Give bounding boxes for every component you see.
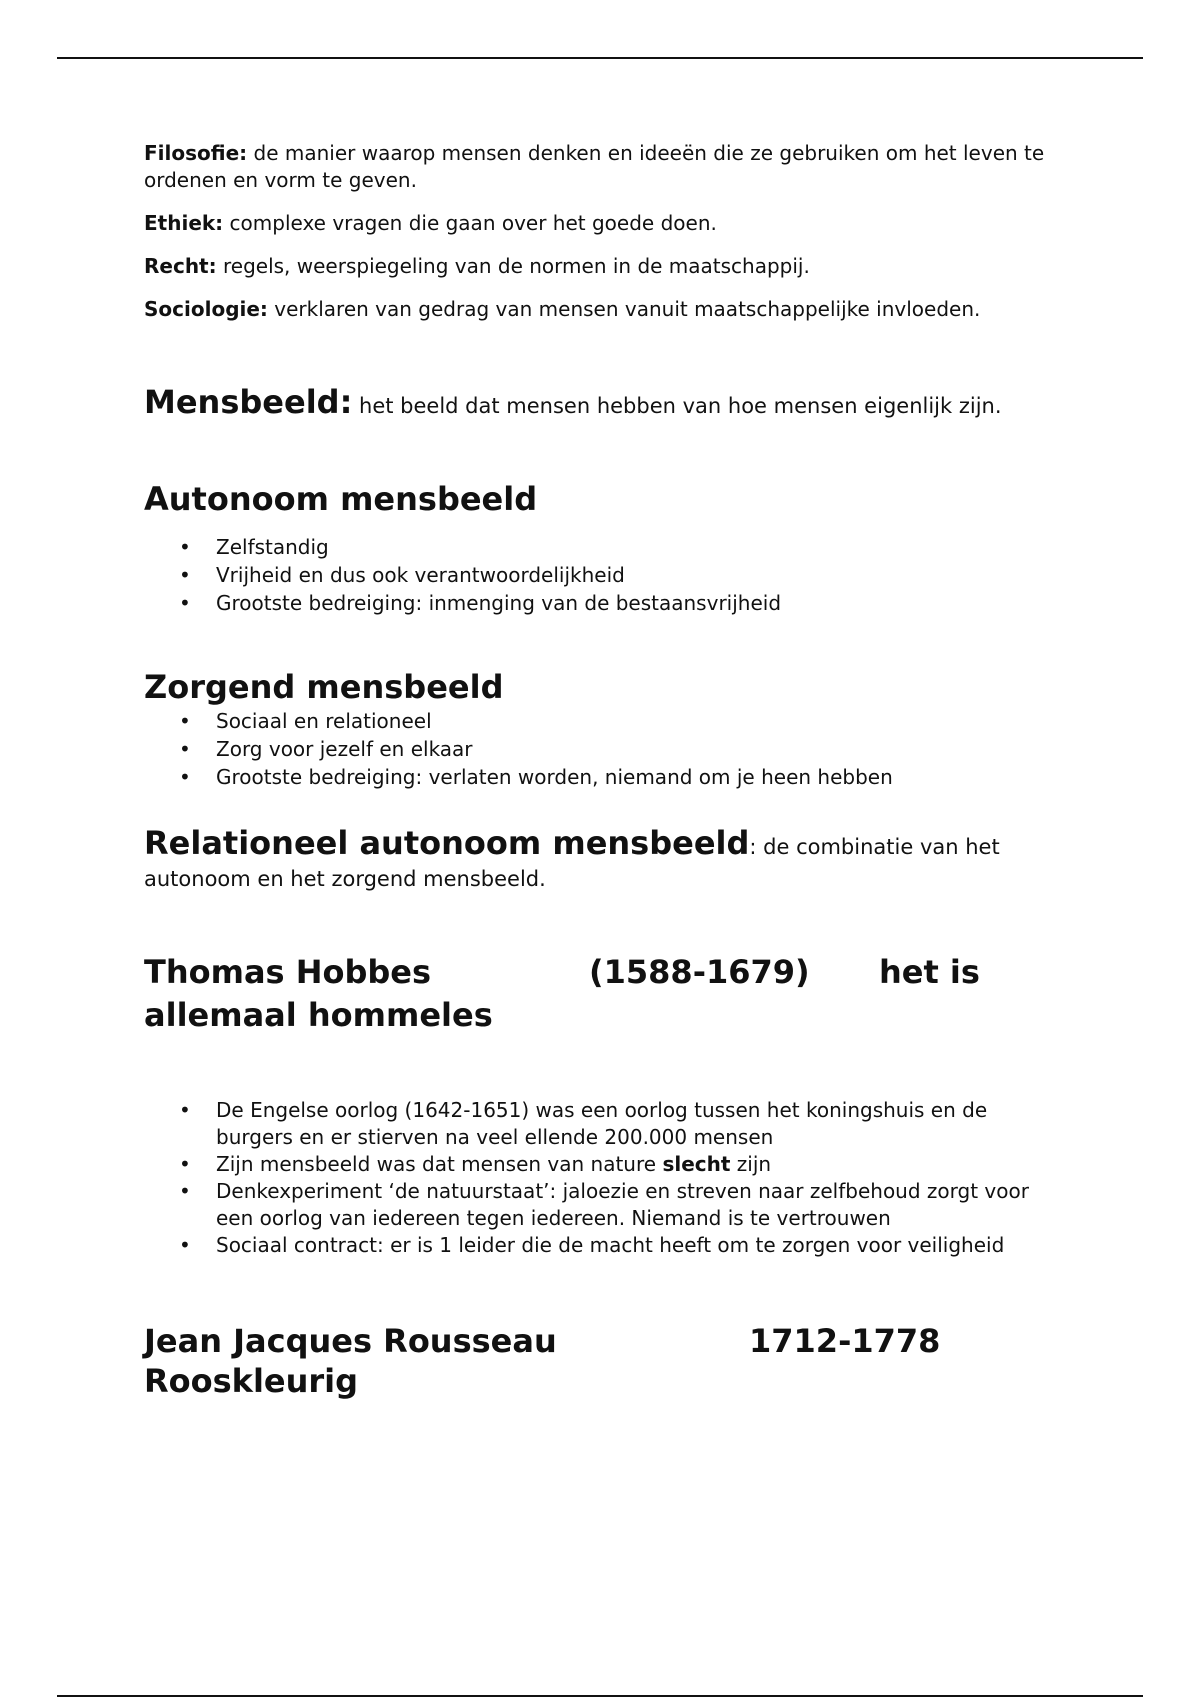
relationeel-term: Relationeel autonoom mensbeeld [144,824,750,862]
rousseau-name: Jean Jacques Rousseau [144,1322,557,1360]
definition-term: Sociologie: [144,297,268,321]
document-body [144,140,1064,1401]
mensbeeld-definition [144,385,1064,423]
definition-sociologie [144,296,1064,323]
hobbes-name: Thomas Hobbes [144,953,432,991]
list-item: • Zelfstandig [216,533,1064,561]
definition-term: Ethiek: [144,211,224,235]
rousseau-years: 1712-1778 [749,1322,941,1360]
hobbes-list [144,1097,1064,1259]
list-item-text: Zijn mensbeeld was dat mensen van nature [216,1152,663,1176]
heading-thomas-hobbes [144,951,1064,1037]
definition-filosofie [144,140,1064,194]
bottom-rule [57,1695,1143,1697]
relationeel-definition [144,824,1064,895]
heading-zorgend-mensbeeld: Zorgend mensbeeld [144,668,504,706]
heading-autonoom-mensbeeld: Autonoom mensbeeld [144,480,538,518]
definition-term: Recht: [144,254,217,278]
hobbes-years: (1588-1679) [589,953,810,991]
mensbeeld-text: het beeld dat mensen hebben van hoe mensen eigenlijk zijn. [352,394,1002,418]
rousseau-tagline: Rooskleurig [144,1362,359,1400]
definition-recht [144,253,1064,280]
autonoom-list [144,533,1064,617]
list-item-text: zijn [730,1152,772,1176]
list-item: • Vrijheid en dus ook verantwoordelijkheid [216,561,1064,589]
definition-text: verklaren van gedrag van mensen vanuit maatschappelijke invloeden. [267,297,981,321]
emphasis-slecht: slecht [662,1152,731,1176]
relationeel-text: : de combinatie van het autonoom en het zorgend mensbeeld. [144,835,1000,891]
definition-text: de manier waarop mensen denken en ideeën die ze gebruiken om het leven te ordenen en vorm te geven. [144,141,1045,192]
list-item: • Denkexperiment ‘de natuurstaat’: jaloezie en streven naar zelfbehoud zorgt voor een oorlog van iedereen tegen iedereen. Niemand is te vertrouwen [216,1178,1064,1232]
list-item: • De Engelse oorlog (1642-1651) was een oorlog tussen het koningshuis en de burgers en er stierven na veel ellende 200.000 mensen [216,1097,1064,1151]
list-item: • Grootste bedreiging: inmenging van de bestaansvrijheid [216,589,1064,617]
top-rule [57,57,1143,59]
definition-term: Filosofie: [144,141,248,165]
mensbeeld-term: Mensbeeld: [144,383,353,421]
hobbes-tagline-end: allemaal hommeles [144,996,493,1034]
zorgend-list [144,707,1064,791]
list-item: • Sociaal contract: er is 1 leider die de macht heeft om te zorgen voor veiligheid [216,1232,1064,1259]
list-item: • Grootste bedreiging: verlaten worden, niemand om je heen hebben [216,763,1064,791]
list-item: • Zorg voor jezelf en elkaar [216,735,1064,763]
list-item: • Sociaal en relationeel [216,707,1064,735]
definition-text: complexe vragen die gaan over het goede doen. [223,211,717,235]
definition-text: regels, weerspiegeling van de normen in de maatschappij. [216,254,810,278]
hobbes-tagline-start: het is [879,953,980,991]
list-item [216,1151,1064,1178]
definition-ethiek [144,210,1064,237]
heading-jean-jacques-rousseau [144,1321,1064,1401]
